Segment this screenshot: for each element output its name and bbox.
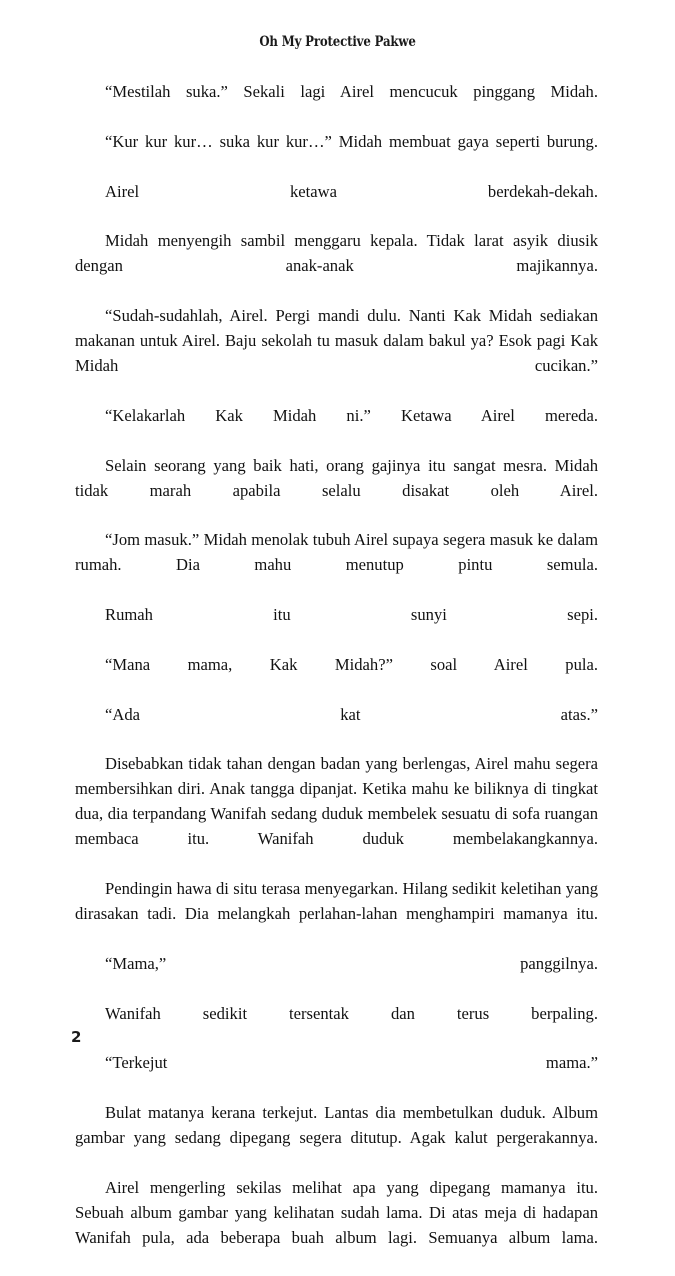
body-paragraph: “Mana mama, Kak Midah?” soal Airel pula. [105, 654, 598, 674]
page-number: 2 [71, 1028, 82, 1046]
body-paragraph: “Ada kat atas.” [105, 704, 598, 724]
body-paragraph: “Mama,” panggilnya. [105, 953, 598, 973]
body-paragraph: “Sudah-sudahlah, Airel. Pergi mandi dulu. Nanti Kak Midah sediakan makanan untuk Airel. Baju sekolah tu masuk dalam bakul ya? Esok pagi Kak Midah cucikan.” [75, 306, 598, 375]
body-paragraph: Airel mengerling sekilas melihat apa yang dipegang mamanya itu. Sebuah album gambar yang kelihatan sudah lama. Di atas meja di hadapan Wanifah pula, ada beberapa buah album lagi. Semuanya album lama. [75, 1177, 598, 1247]
body-paragraph: Midah menyengih sambil menggaru kepala. Tidak larat asyik diusik dengan anak-anak majikannya. [75, 231, 598, 276]
body-paragraph: “Kur kur kur… suka kur kur…” Midah membuat gaya seperti burung. [105, 131, 598, 151]
body-paragraph: Wanifah sedikit tersentak dan terus berpaling. [105, 1003, 598, 1023]
body-paragraph: Disebabkan tidak tahan dengan badan yang berlengas, Airel mahu segera membersihkan diri. Anak tangga dipanjat. Ketika mahu ke biliknya di tingkat dua, dia terpandang Wanifah sedang duduk membelek sesuatu di sofa ruangan membaca itu. Wanifah duduk membelakangkannya. [75, 754, 598, 849]
body-paragraph: “Terkejut mama.” [105, 1053, 598, 1073]
running-head-title: Oh My Protective Pakwe [259, 34, 416, 50]
body-text-block [75, 80, 598, 1276]
body-paragraph: Bulat matanya kerana terkejut. Lantas dia membetulkan duduk. Album gambar yang sedang dipegang segera ditutup. Agak kalut pergerakannya. [75, 1103, 598, 1148]
body-paragraph: Rumah itu sunyi sepi. [105, 605, 598, 625]
body-paragraph: Airel ketawa berdekah-dekah. [105, 181, 598, 201]
body-paragraph: “Jom masuk.” Midah menolak tubuh Airel supaya segera masuk ke dalam rumah. Dia mahu menutup pintu semula. [75, 530, 598, 575]
body-paragraph: “Kelakarlah Kak Midah ni.” Ketawa Airel mereda. [105, 405, 598, 425]
body-paragraph: Pendingin hawa di situ terasa menyegarkan. Hilang sedikit keletihan yang dirasakan tadi. Dia melangkah perlahan-lahan menghampiri mamanya itu. [75, 879, 598, 923]
body-paragraph: “Mestilah suka.” Sekali lagi Airel mencucuk pinggang Midah. [105, 82, 598, 101]
body-paragraph: Selain seorang yang baik hati, orang gajinya itu sangat mesra. Midah tidak marah apabila selalu disakat oleh Airel. [75, 455, 598, 500]
